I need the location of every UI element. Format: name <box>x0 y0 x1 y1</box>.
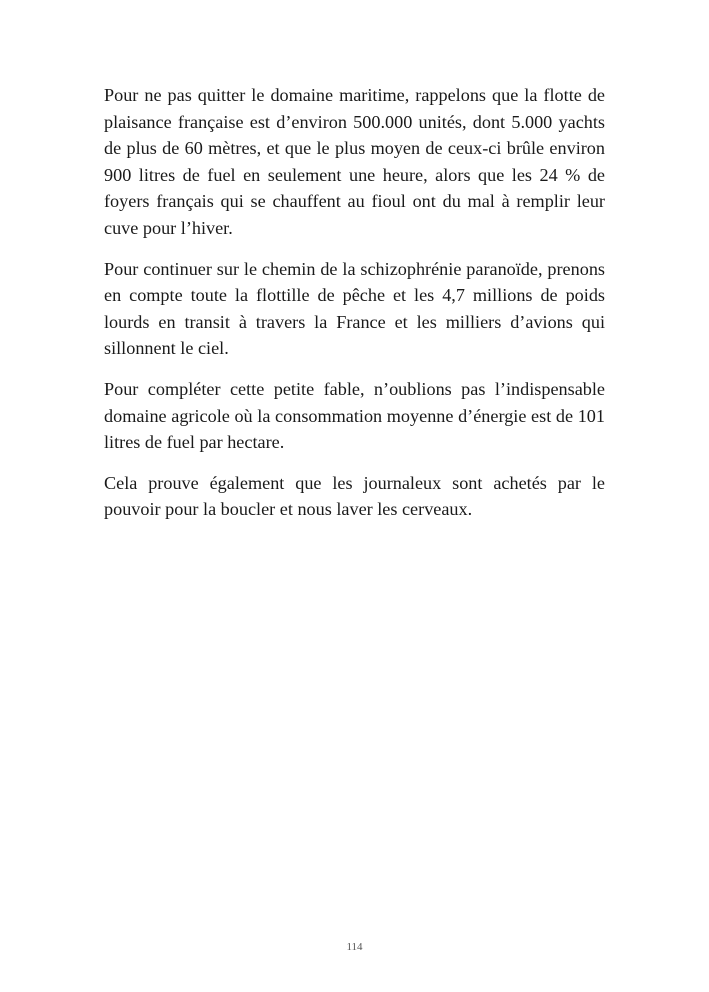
paragraph-agriculture: Pour compléter cette petite fable, n’oublions pas l’indispensable domaine agricole où la consommation moyenne d’énergie est de 101 litres de fuel par hectare. <box>104 378 605 453</box>
page-body <box>104 82 605 537</box>
paragraph-transport: Pour continuer sur le chemin de la schizophrénie paranoïde, prenons en compte toute la flottille de pêche et les 4,7 millions de poids lourds en transit à travers la France et les milliers d’avions qui sillonnent le ciel. <box>104 258 605 359</box>
page-number: 114 <box>346 941 363 953</box>
paragraph-conclusion: Cela prouve également que les journaleux sont achetés par le pouvoir pour la boucler et nous laver les cerveaux. <box>104 472 605 520</box>
paragraph-maritime: Pour ne pas quitter le domaine maritime, rappelons que la flotte de plaisance française est d’environ 500.000 unités, dont 5.000 yachts de plus de 60 mètres, et que le plus moyen de ceux-ci brûle environ 900 litres de fuel en seulement une heure, alors que les 24 % de foyers français qui se chauffent au fioul ont du mal à remplir leur cuve pour l’hiver. <box>104 85 605 238</box>
